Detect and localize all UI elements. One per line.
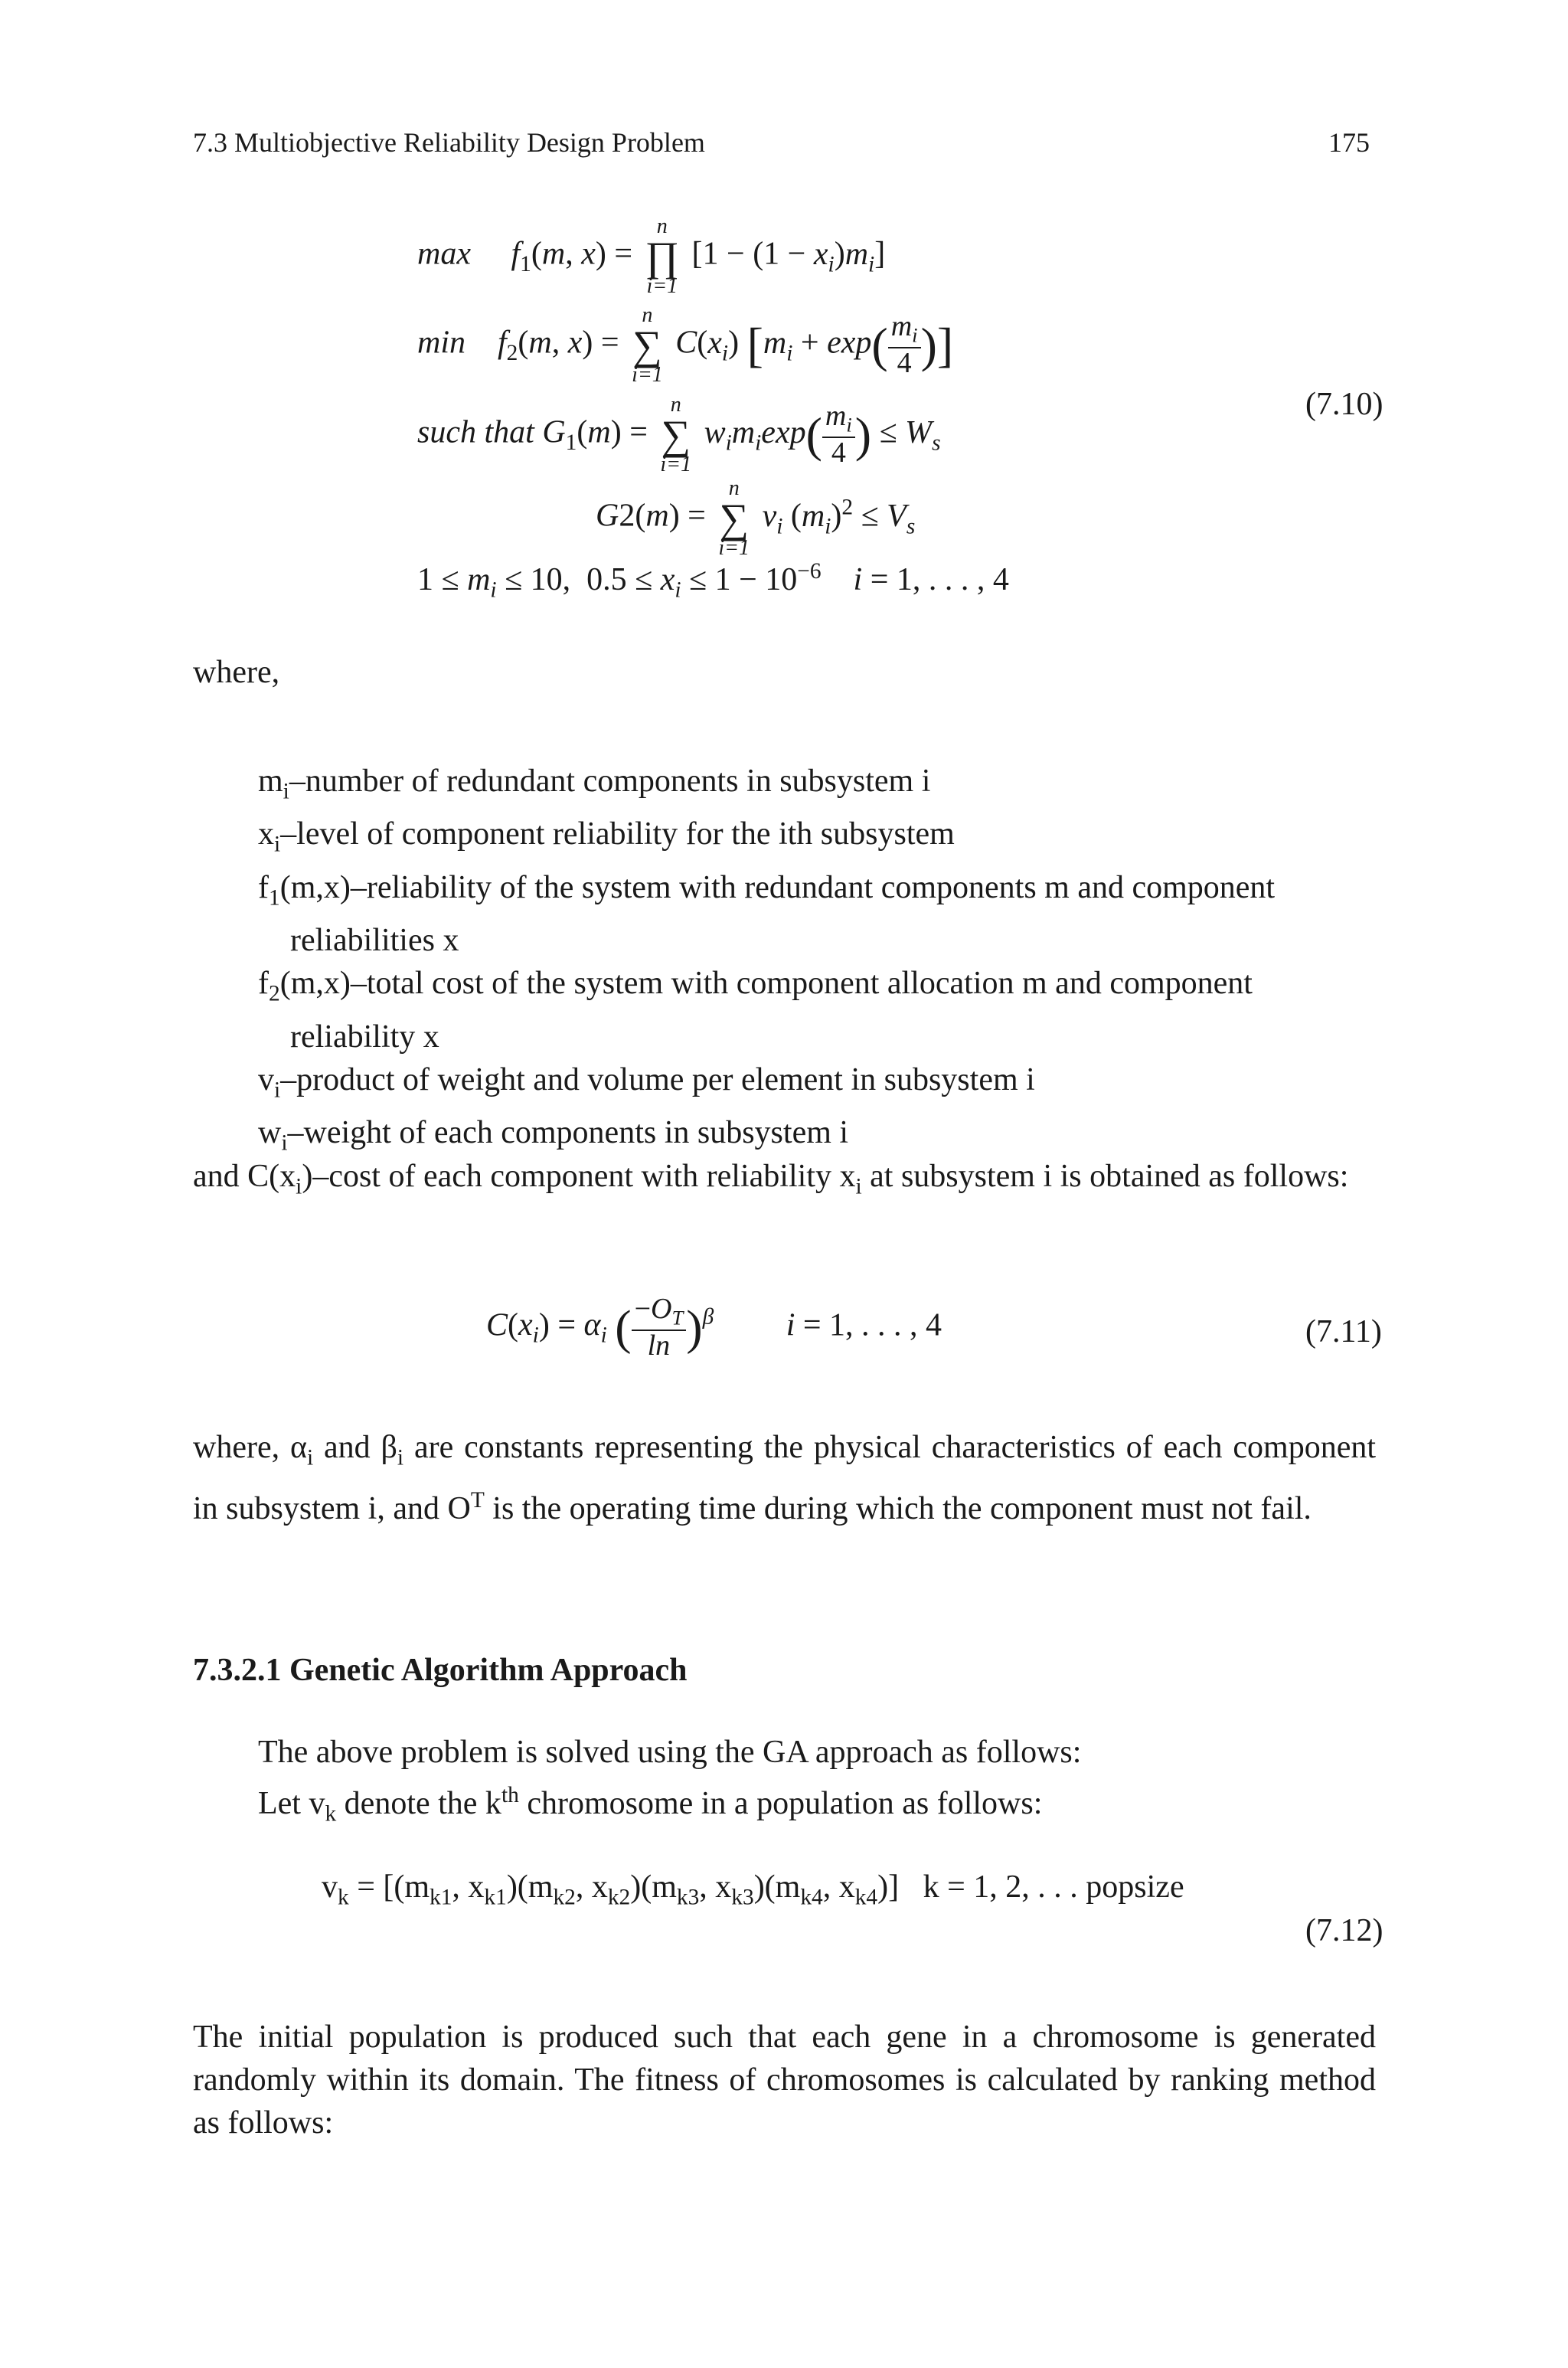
eq-7-10-line-max: max $f_1(m$, x) = n ∏ i=1 $[1 - (1 - x_i)m_i]$ <box>417 214 886 298</box>
page-number: 175 <box>1328 127 1370 158</box>
label-max: max <box>417 236 471 272</box>
eq-7-10-constraints: $1 \le m_i \le 10$, $0.5 \le x_i \le 1 - 10^{-6}$ i = 1, . . . , 4 <box>417 559 1009 603</box>
section-heading: 7.3.2.1 Genetic Algorithm Approach <box>193 1653 688 1688</box>
definition-item: $m_i$–number of redundant components in subsystem i <box>258 764 931 804</box>
eq-7-10-number: (7.10) <box>1305 387 1383 422</box>
definition-item: $f_2(m,x)$–total cost of the system with component allocation m and component reliability x <box>258 966 1253 1055</box>
eq-7-11-number: (7.11) <box>1305 1314 1382 1349</box>
definition-item: $f_1(m,x)$–reliability of the system with redundant components m and component reliabilities x <box>258 869 1276 959</box>
ga-intro-line: The above problem is solved using the GA approach as follows: <box>258 1735 1082 1770</box>
constants-paragraph: where, $\alpha_i$ and $\beta_i$ are constants representing the physical characteristics of each component in subsystem i, and $O^T$ is the operating time during which the component must not fail. <box>193 1430 1377 1527</box>
label-such-that: such that <box>417 414 534 450</box>
equation-7-11: $C(x_i) = \alpha_i$ ( $\frac{-O_T}{\ln}$ )$^\beta$ i = 1, . . . , 4 <box>486 1293 942 1362</box>
eq-7-10-line-g1: such that $G_1(m)$ = n ∑ i=1 $w_im_i\exp$( $\frac{m_i}{4}$ ) ≤ $W_s$ <box>417 393 941 476</box>
init-population-paragraph: The initial population is produced such that each gene in a chromosome is generated randomly within its domain. The fitness of chromosomes is calculated by ranking method as follows: <box>193 2020 1376 2141</box>
where-label: where, <box>193 655 280 690</box>
label-min: min <box>417 325 466 361</box>
definition-item: $x_i$–level of component reliability for the ith subsystem <box>258 816 955 857</box>
running-header-section: 7.3 Multiobjective Reliability Design Problem <box>193 127 705 158</box>
definition-list <box>258 760 1376 1164</box>
cost-paragraph: and $C(x_i)$–cost of each component with reliability $x_i$ at subsystem i is obtained as follows: <box>193 1159 1349 1199</box>
equation-7-12: $v_k = [(m_{k1}$, $x_{k1})(m_{k2}$, $x_{k2})(m_{k3}$, $x_{k3})(m_{k4}$, $x_{k4}$)] k = 1, 2, . . . popsize <box>322 1869 1184 1910</box>
chromosome-line: Let $v_k$ denote the $k^{th}$ chromosome in a population as follows: <box>258 1783 1043 1827</box>
eq-7-12-number: (7.12) <box>1305 1913 1383 1948</box>
eq-7-10-line-g2: G2(m) = n ∑ i=1 $v_i$ $(m_i)^2 \le V_s$ <box>596 476 916 560</box>
eq-7-10-line-min: min $f_2(m$, x) = n ∑ i=1 $C(x_i) [m_i + \exp$( $\frac{m_i}{4}$ )] <box>417 303 954 387</box>
definition-item: $v_i$–product of weight and volume per element in subsystem i <box>258 1061 1035 1102</box>
definition-item: $w_i$–weight of each components in subsystem i <box>258 1114 849 1156</box>
